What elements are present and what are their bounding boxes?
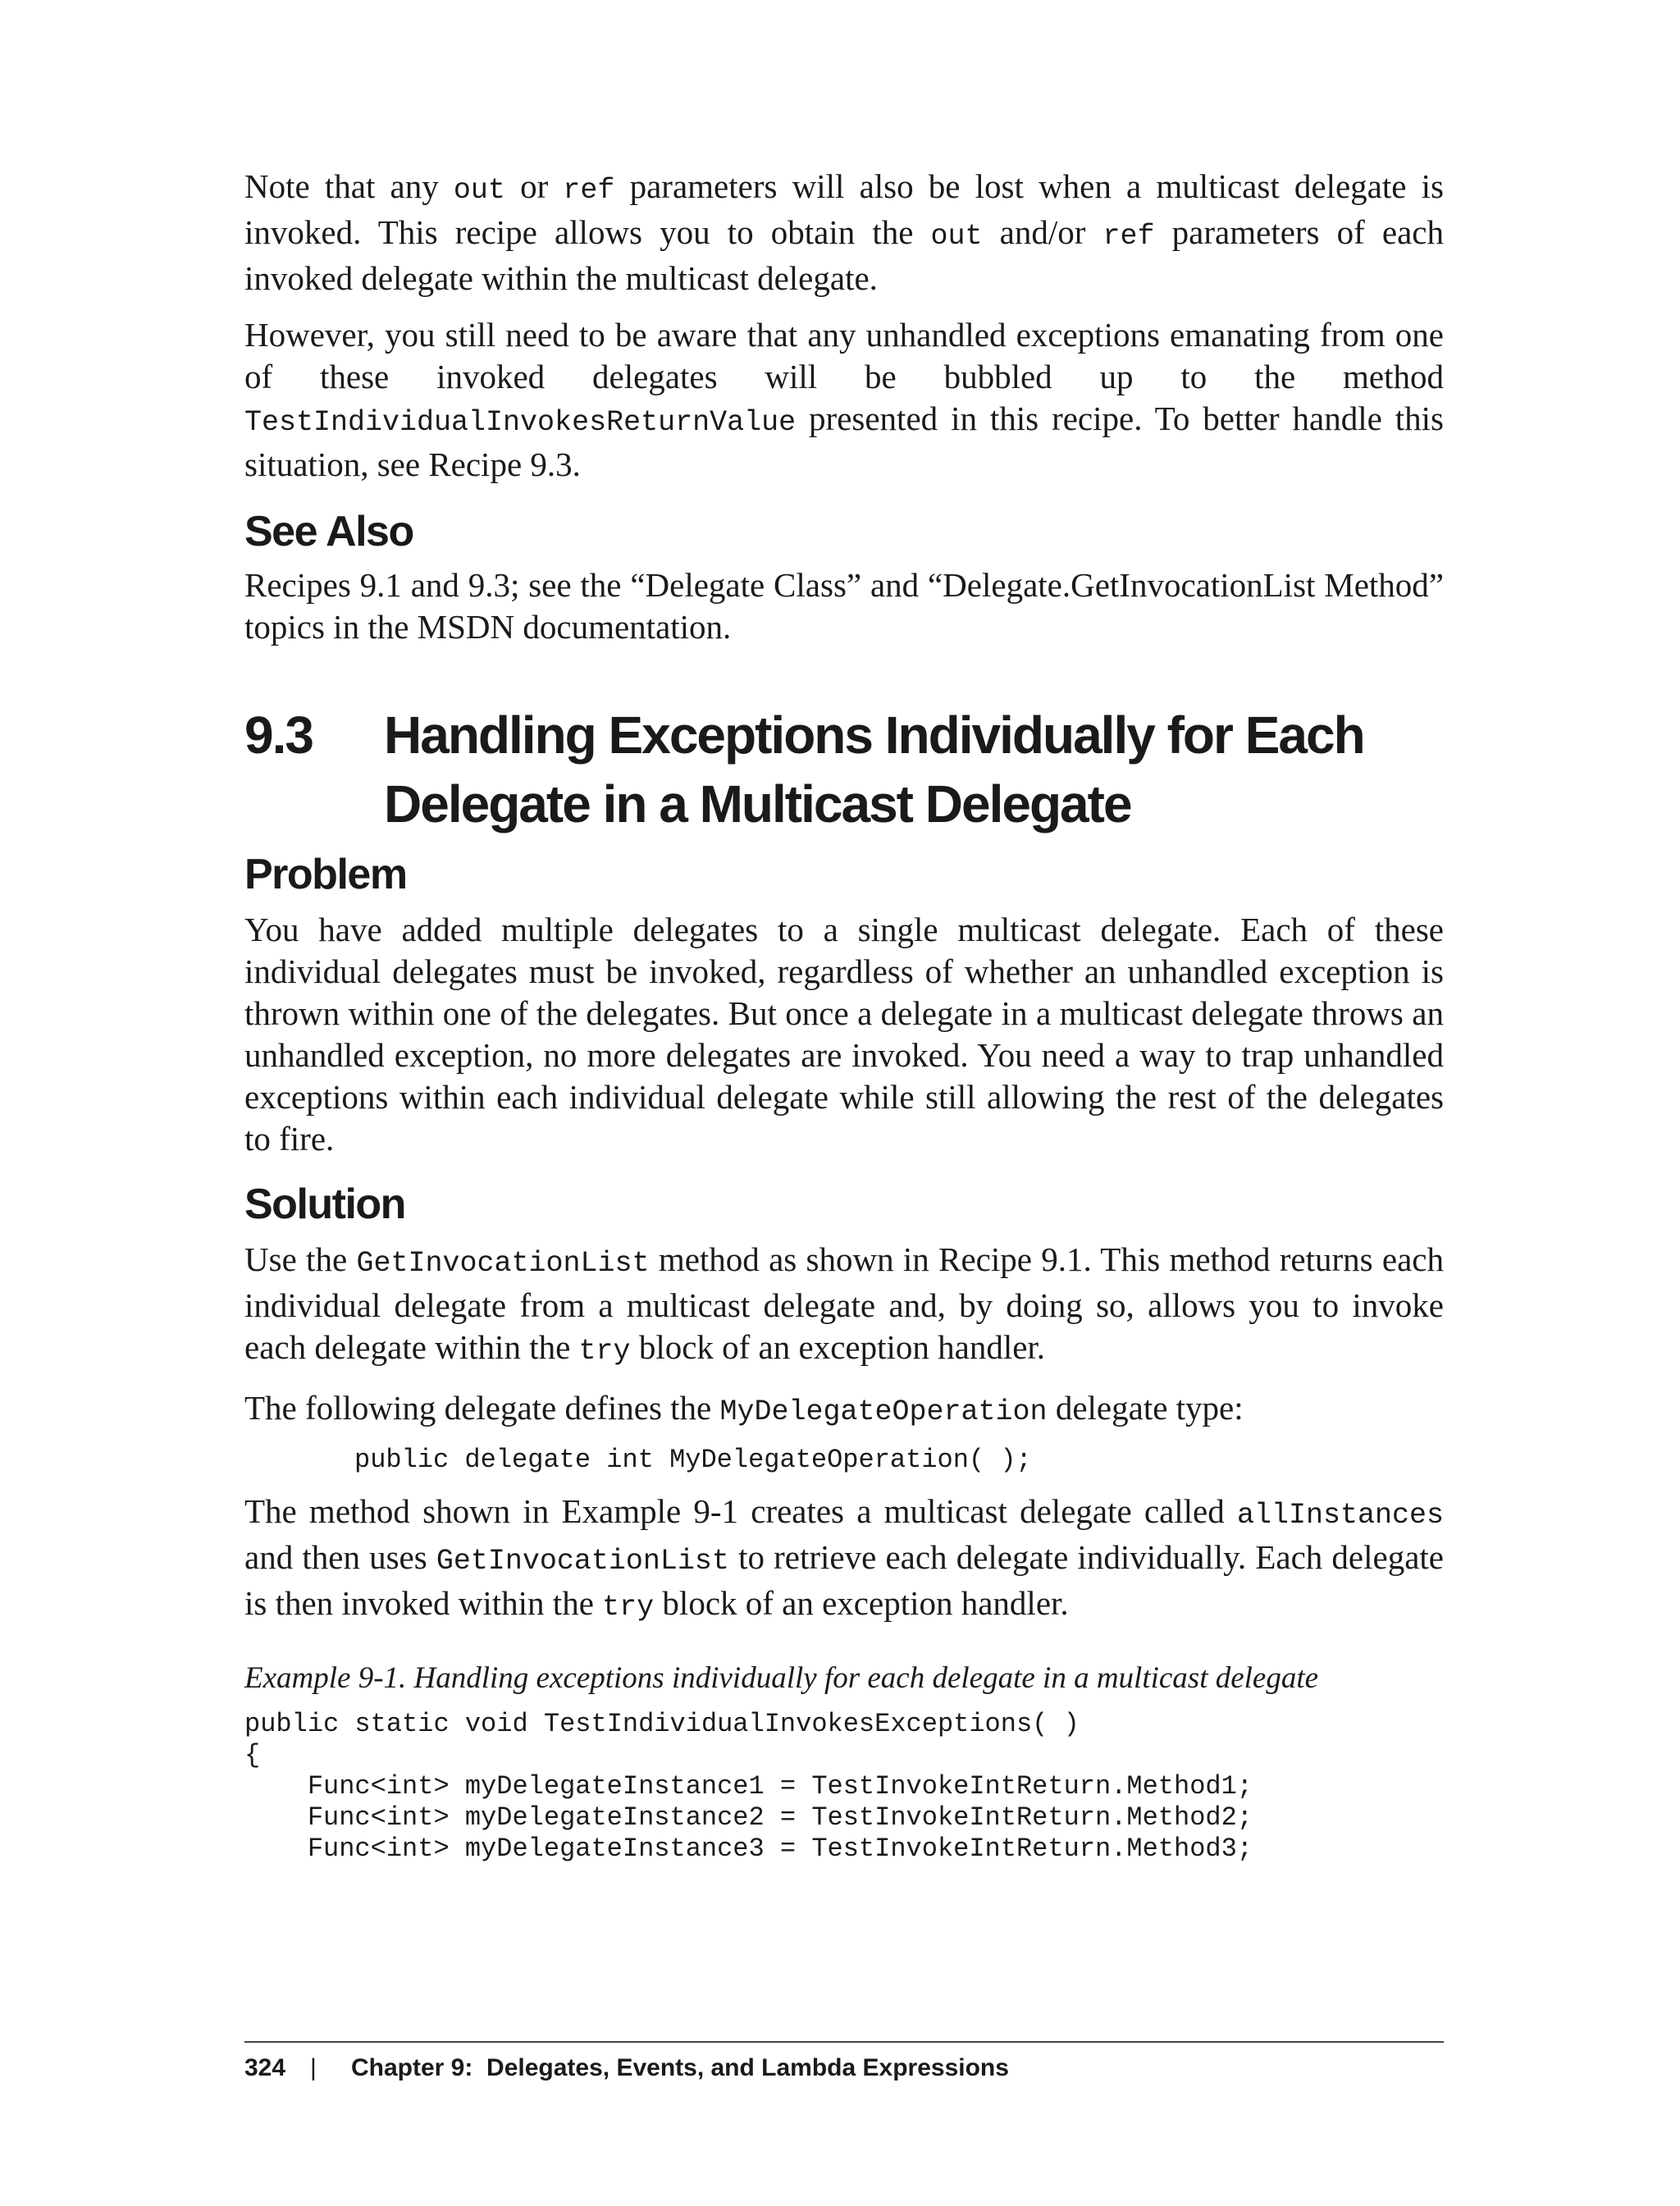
inline-code: try xyxy=(602,1591,655,1624)
text-run: delegate type: xyxy=(1047,1389,1244,1427)
paragraph-out-ref-note xyxy=(244,166,1444,299)
text-run: to retrieve each delegate individually. Each delegate is then invoked within the xyxy=(244,1538,1444,1622)
recipe-heading xyxy=(244,701,1444,838)
recipe-number: 9.3 xyxy=(244,706,313,765)
recipe-title-line: Handling Exceptions Individually for Each xyxy=(384,706,1364,765)
code-line: { xyxy=(244,1740,261,1770)
text-run: or xyxy=(504,167,564,205)
text-run: Note that any xyxy=(244,167,454,205)
inline-code: try xyxy=(578,1335,631,1368)
text-run: and/or xyxy=(982,213,1103,251)
code-line: Func<int> myDelegateInstance1 = TestInvokeIntReturn.Method1; xyxy=(244,1771,1253,1802)
solution-paragraph-2 xyxy=(244,1387,1444,1433)
inline-code: GetInvocationList xyxy=(356,1247,650,1280)
solution-heading: Solution xyxy=(244,1181,405,1228)
page-footer xyxy=(244,2041,1444,2082)
code-line: Func<int> myDelegateInstance2 = TestInvokeIntReturn.Method2; xyxy=(244,1802,1253,1833)
text-run: method as shown in Recipe 9.1. This method returns each individual delegate from a multicast delegate and, by doing so, allows you to invoke each delegate within the xyxy=(244,1240,1444,1366)
solution-paragraph-3 xyxy=(244,1491,1444,1628)
text-run: The method shown in Example 9-1 creates a multicast delegate called xyxy=(244,1492,1237,1530)
text-run: parameters of each invoked delegate within the multicast delegate. xyxy=(244,213,1444,297)
code-delegate-declaration: public delegate int MyDelegateOperation( ); xyxy=(354,1445,1032,1475)
problem-heading: Problem xyxy=(244,851,407,898)
inline-code: GetInvocationList xyxy=(436,1545,729,1578)
solution-paragraph-1 xyxy=(244,1239,1444,1372)
problem-text: You have added multiple delegates to a single multicast delegate. Each of these individual delegates must be invoked, regardless of whether an unhandled exception is thrown within one of the delegates. But once a delegate in a multicast delegate throws an unhandled exception, no more delegates are invoked. You need a way to trap unhandled exceptions within each individual delegate while still allowing the rest of the delegates to fire. xyxy=(244,911,1444,1158)
code-line: public static void TestIndividualInvokesExceptions( ) xyxy=(244,1709,1080,1739)
page-content xyxy=(244,166,1444,1865)
text-run: The following delegate defines the xyxy=(244,1389,720,1427)
text-run: parameters will also be lost when a multicast delegate is invoked. This recipe allows you to obtain the xyxy=(244,167,1444,251)
text-run: block of an exception handler. xyxy=(654,1584,1069,1622)
text-run: and then uses xyxy=(244,1538,436,1576)
inline-code: out xyxy=(453,174,505,207)
chapter-title: Chapter 9: Delegates, Events, and Lambda Expressions xyxy=(351,2054,1009,2081)
inline-code: allInstances xyxy=(1236,1499,1444,1532)
inline-code: ref xyxy=(563,174,615,207)
inline-code: out xyxy=(930,220,983,253)
text-run: Use the xyxy=(244,1240,357,1278)
inline-code: MyDelegateOperation xyxy=(719,1395,1048,1428)
code-block xyxy=(244,1709,1444,1865)
code-line: Func<int> myDelegateInstance3 = TestInvokeIntReturn.Method3; xyxy=(244,1834,1253,1864)
paragraph-unhandled-exceptions xyxy=(244,314,1444,486)
footer-separator: | xyxy=(310,2054,317,2081)
see-also-heading: See Also xyxy=(244,508,413,555)
inline-code: TestIndividualInvokesReturnValue xyxy=(244,406,797,439)
recipe-title xyxy=(384,701,1444,838)
text-run: presented in this recipe. To better handle this situation, see Recipe 9.3. xyxy=(244,400,1444,483)
text-run: block of an exception handler. xyxy=(630,1328,1046,1366)
text-run: However, you still need to be aware that any unhandled exceptions emanating from one of these invoked delegates will be bubbled up to the method xyxy=(244,316,1444,395)
see-also-text: Recipes 9.1 and 9.3; see the “Delegate Class” and “Delegate.GetInvocationList Method” topics in the MSDN documentation. xyxy=(244,566,1444,646)
example-caption: Example 9-1. Handling exceptions individually for each delegate in a multicast delegate xyxy=(244,1661,1319,1695)
page-number: 324 xyxy=(244,2054,286,2081)
recipe-title-line: Delegate in a Multicast Delegate xyxy=(384,774,1131,834)
inline-code: ref xyxy=(1102,220,1155,253)
